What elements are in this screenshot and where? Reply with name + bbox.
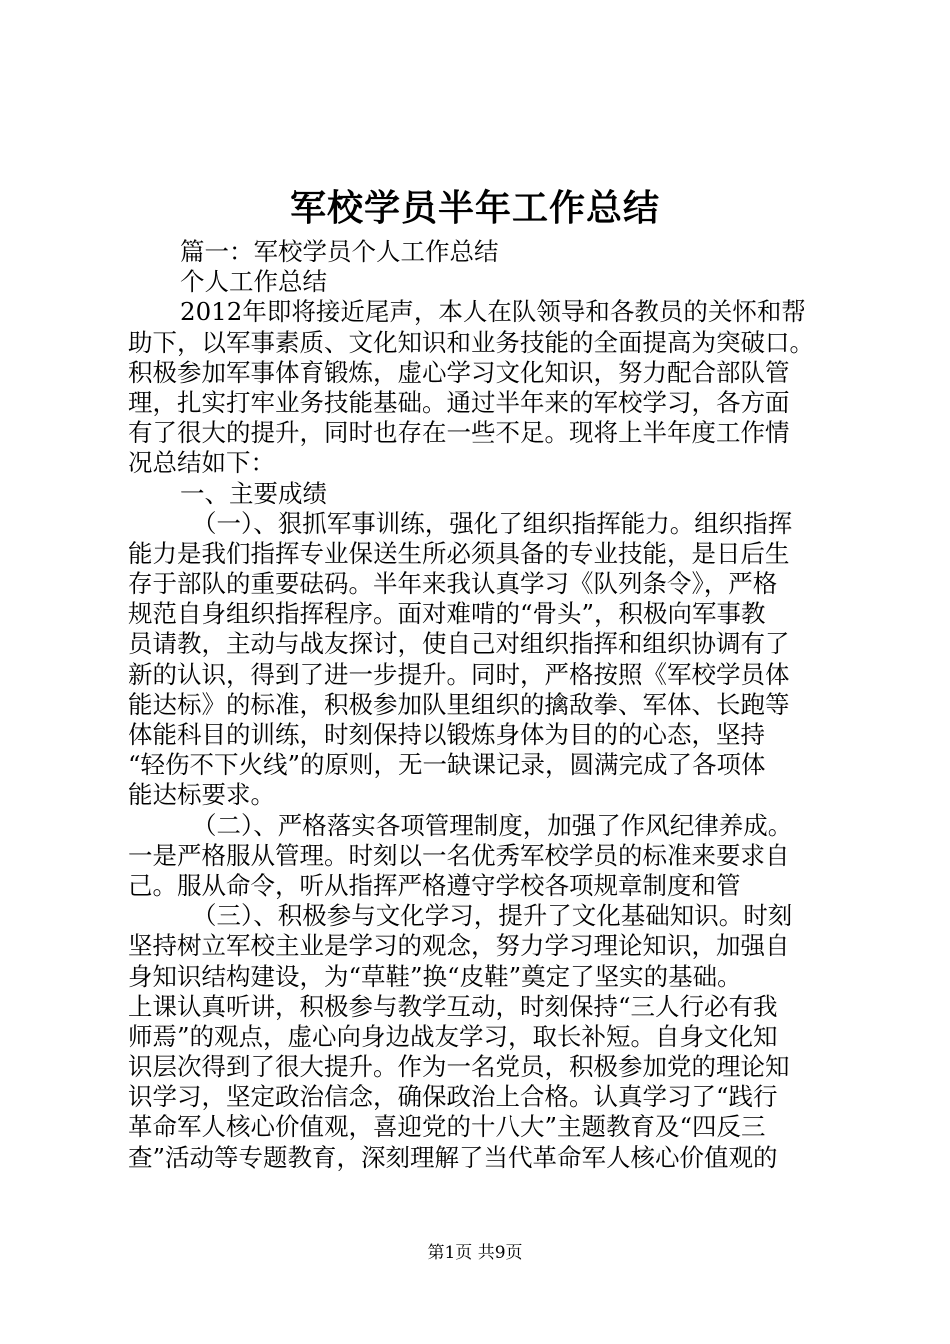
- paragraph-line: 坚持树立军校主业是学习的观念，努力学习理论知识，加强自: [128, 931, 790, 961]
- document-title: 军校学员半年工作总结: [289, 187, 660, 229]
- paragraph-line: （二）、严格落实各项管理制度，加强了作风纪律养成。: [192, 810, 793, 840]
- section-heading: 一、主要成绩: [180, 478, 327, 508]
- paragraph-line: 况总结如下：: [128, 448, 275, 478]
- paragraph-line: 体能科目的训练，时刻保持以锻炼身体为目的的心态，坚持: [128, 720, 765, 749]
- paragraph-line: 存于部队的重要砝码。半年来我认真学习《队列条令》，严格: [128, 569, 778, 599]
- paragraph-line: 新的认识，得到了进一步提升。同时，严格按照《军校学员体: [128, 659, 790, 689]
- paragraph-line: 革命军人核心价值观，喜迎党的十八大”主题教育及“四反三: [128, 1112, 766, 1142]
- paragraph-line: 助下，以军事素质、文化知识和业务技能的全面提高为突破口。: [128, 327, 814, 357]
- paragraph-line: 能达标》的标准，积极参加队里组织的擒敌拳、军体、长跑等: [128, 689, 790, 719]
- paragraph-line: 规范自身组织指挥程序。面对难啃的“骨头”，积极向军事教: [128, 599, 766, 629]
- paragraph-line: 上课认真听讲，积极参与教学互动，时刻保持“三人行必有我: [128, 991, 778, 1021]
- paragraph-line: 身知识结构建设，为“草鞋”换“皮鞋”奠定了坚实的基础。: [128, 961, 742, 991]
- paragraph-line: 查”活动等专题教育，深刻理解了当代革命军人核心价值观的: [128, 1142, 778, 1172]
- paragraph-line: 己。服从命令，听从指挥严格遵守学校各项规章制度和管: [128, 870, 741, 900]
- paragraph-line: 有了很大的提升，同时也存在一些不足。现将上半年度工作情: [128, 418, 790, 448]
- section-heading: 篇一：军校学员个人工作总结: [180, 237, 499, 266]
- paragraph-line: 识层次得到了很大提升。作为一名党员，积极参加党的理论知: [128, 1052, 790, 1082]
- paragraph-line: （三）、积极参与文化学习，提升了文化基础知识。时刻: [192, 901, 793, 931]
- page-footer: 第1页 共9页: [427, 1243, 523, 1263]
- paragraph-line: 能力是我们指挥专业保送生所必须具备的专业技能，是日后生: [128, 538, 790, 568]
- paragraph-line: 一是严格服从管理。时刻以一名优秀军校学员的标准来要求自: [128, 840, 790, 870]
- paragraph-line: 师焉”的观点，虚心向身边战友学习，取长补短。自身文化知: [128, 1021, 778, 1051]
- paragraph-line: 员请教，主动与战友探讨，使自己对组织指挥和组织协调有了: [128, 629, 790, 659]
- paragraph-line: 2012年即将接近尾声，本人在队领导和各教员的关怀和帮: [180, 297, 806, 327]
- paragraph-line: 识学习，坚定政治信念，确保政治上合格。认真学习了“践行: [128, 1082, 778, 1112]
- document-body: [128, 237, 832, 1173]
- paragraph-line: 能达标要求。: [128, 780, 275, 810]
- paragraph-line: 积极参加军事体育锻炼，虚心学习文化知识，努力配合部队管: [128, 357, 790, 387]
- paragraph-line: 理，扎实打牢业务技能基础。通过半年来的军校学习，各方面: [128, 387, 790, 417]
- paragraph-line: （一）、狠抓军事训练，强化了组织指挥能力。组织指挥: [192, 508, 793, 538]
- subheading: 个人工作总结: [180, 267, 327, 297]
- paragraph-line: “轻伤不下火线”的原则，无一缺课记录，圆满完成了各项体: [128, 750, 766, 780]
